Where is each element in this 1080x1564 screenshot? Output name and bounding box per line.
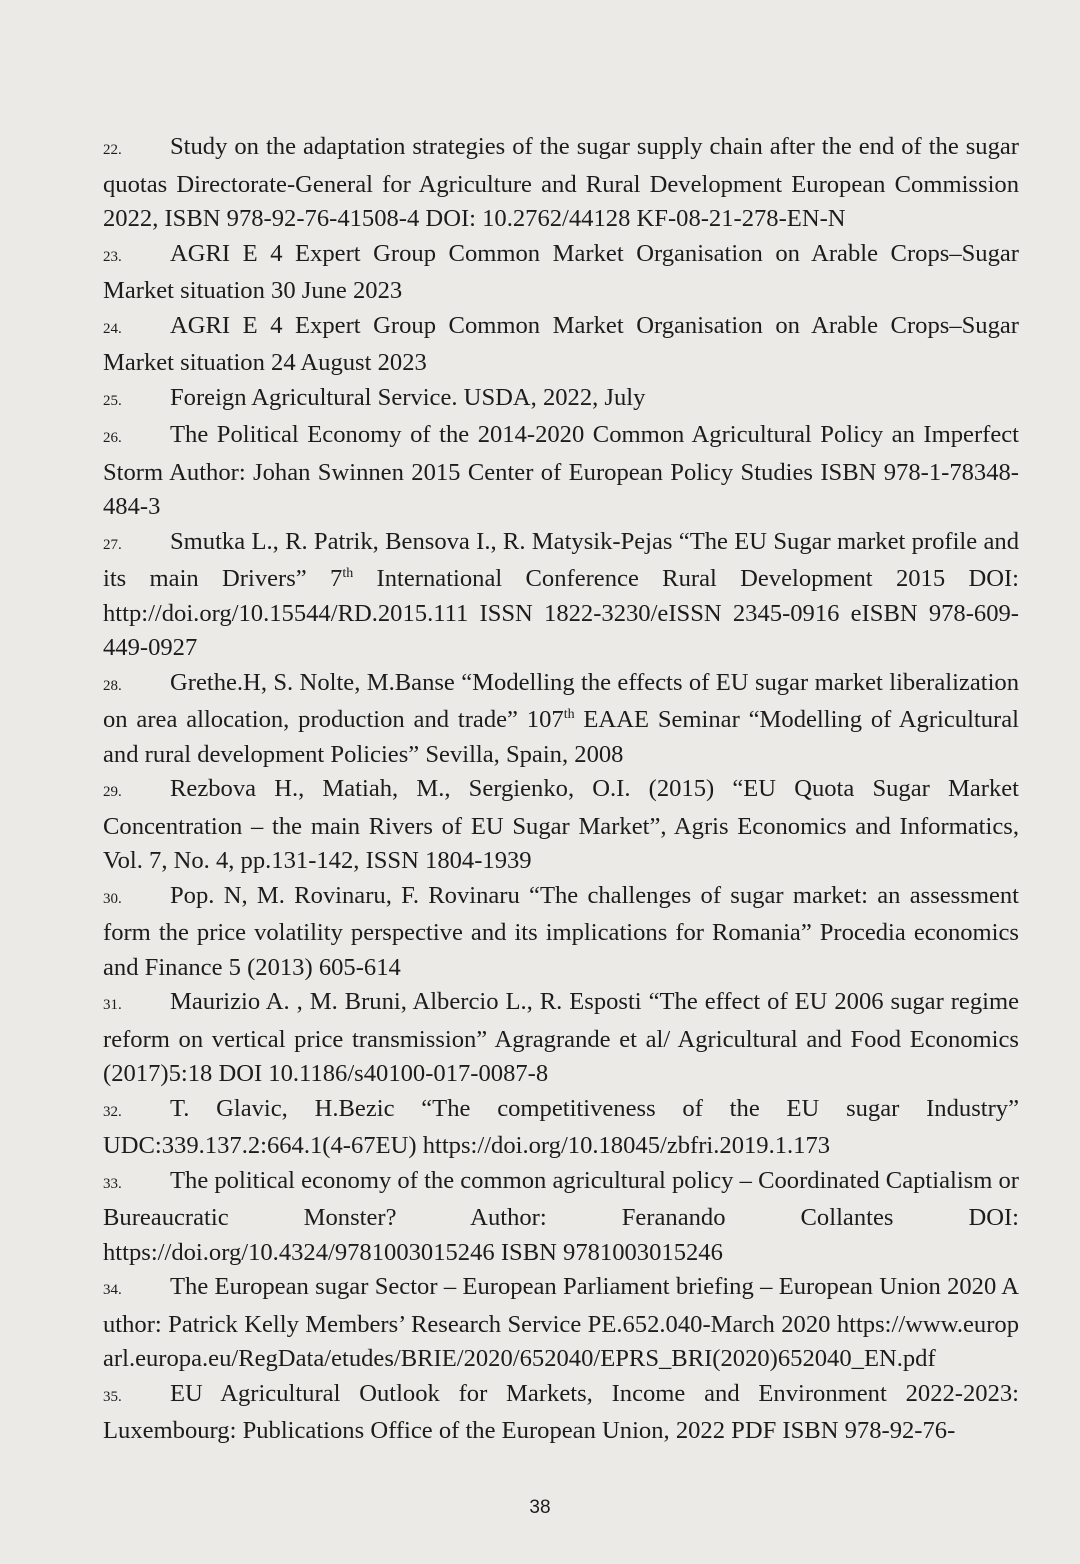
reference-item [103, 1164, 1019, 1271]
reference-item [103, 381, 1019, 419]
reference-text-continued: EAAE Seminar “Modelling of Agricultural and rural development Policies” Sevilla, Spain, 2008 [103, 706, 1019, 768]
reference-item [103, 1270, 1019, 1377]
reference-text: Maurizio A. , M. Bruni, Albercio L., R. Esposti “The effect of EU 2006 sugar regime reform on vertical price transmission” Agragrande et al/ Agricultural and Food Economics (2017)5:18 DOI 10.1186/s40100-017-0087-8 [103, 988, 1019, 1087]
reference-number: 27. [103, 536, 122, 553]
reference-item [103, 525, 1019, 666]
reference-item [103, 130, 1019, 237]
reference-item [103, 237, 1019, 309]
reference-number: 32. [103, 1103, 122, 1120]
page-number: 38 [529, 1497, 551, 1518]
reference-number: 31. [103, 997, 122, 1013]
reference-text-continued: International Conference Rural Development 2015 DOI: http://doi.org/10.15544/RD.2015.111 ISSN 1822-3230/eISSN 2345-0916 eISBN 978-609-449-0927 [103, 565, 1019, 661]
reference-item [103, 985, 1019, 1092]
reference-text: The Political Economy of the 2014-2020 Common Agricultural Policy an Imperfect Storm Author: Johan Swinnen 2015 Center of European Policy Studies ISBN 978-1-78348-484-3 [103, 421, 1019, 520]
reference-item [103, 1377, 1019, 1449]
reference-text: AGRI E 4 Expert Group Common Market Organisation on Arable Crops–Sugar Market situation 30 June 2023 [103, 239, 1019, 304]
reference-number: 25. [103, 392, 122, 409]
reference-number: 26. [103, 430, 122, 446]
reference-number: 22. [103, 142, 122, 158]
reference-item [103, 418, 1019, 525]
reference-number: 28. [103, 677, 122, 694]
ordinal-superscript: th [563, 706, 575, 722]
reference-text: Smutka L., R. Patrik, Bensova I., R. Matysik-Pejas “The EU Sugar market profile and its main Drivers” 7 [103, 527, 1019, 592]
reference-text: Study on the adaptation strategies of the sugar supply chain after the end of the sugar quotas Directorate-General for Agriculture and Rural Development European Commission 2022, ISBN 978-92-76-41508-4 DOI: 10.2762/44128 KF-08-21-278-EN-N [103, 133, 1019, 232]
reference-number: 24. [103, 320, 122, 337]
reference-text: Grethe.H, S. Nolte, M.Banse “Modelling the effects of EU sugar market liberalization on area allocation, production and trade” 107 [103, 668, 1019, 733]
reference-text: Rezbova H., Matiah, M., Sergienko, O.I. (2015) “EU Quota Sugar Market Concentration – the main Rivers of EU Sugar Market”, Agris Economics and Informatics, Vol. 7, No. 4, pp.131-142, ISSN 1804-1939 [103, 775, 1019, 874]
reference-number: 35. [103, 1388, 122, 1405]
reference-number: 33. [103, 1175, 122, 1192]
reference-number: 30. [103, 890, 122, 907]
reference-text: T. Glavic, H.Bezic “The competitiveness of the EU sugar Industry” UDC:339.137.2:664.1(4-67EU) https://doi.org/10.18045/zbfri.2019.1.173 [103, 1094, 1019, 1159]
reference-item [103, 309, 1019, 381]
reference-list [103, 130, 1019, 1449]
reference-item [103, 772, 1019, 879]
reference-text: AGRI E 4 Expert Group Common Market Organisation on Arable Crops–Sugar Market situation 24 August 2023 [103, 311, 1019, 376]
reference-item [103, 879, 1019, 986]
reference-text: The European sugar Sector – European Parliament briefing – European Union 2020 Author: Patrick Kelly Members’ Research Service PE.652.040-March 2020 https://www.europarl.europa.eu/RegData/etudes/BRIE/2020/652040/EPRS_BRI(2020)652040_EN.pdf [103, 1273, 1019, 1372]
reference-number: 23. [103, 248, 122, 265]
ordinal-superscript: th [342, 565, 354, 581]
reference-number: 34. [103, 1282, 122, 1298]
reference-text: Foreign Agricultural Service. USDA, 2022, July [170, 383, 646, 411]
reference-text: The political economy of the common agricultural policy – Coordinated Captialism or Bureaucratic Monster? Author: Feranando Collantes DOI: https://doi.org/10.4324/9781003015246 ISBN 9781003015246 [103, 1166, 1019, 1266]
reference-item [103, 1092, 1019, 1164]
reference-number: 29. [103, 784, 122, 800]
reference-text: Pop. N, M. Rovinaru, F. Rovinaru “The challenges of sugar market: an assessment form the price volatility perspective and its implications for Romania” Procedia economics and Finance 5 (2013) 605-614 [103, 881, 1019, 981]
reference-item [103, 666, 1019, 773]
reference-text: EU Agricultural Outlook for Markets, Income and Environment 2022-2023: Luxembourg: Publications Office of the European Union, 2022 PDF ISBN 978-92-76- [103, 1379, 1019, 1444]
